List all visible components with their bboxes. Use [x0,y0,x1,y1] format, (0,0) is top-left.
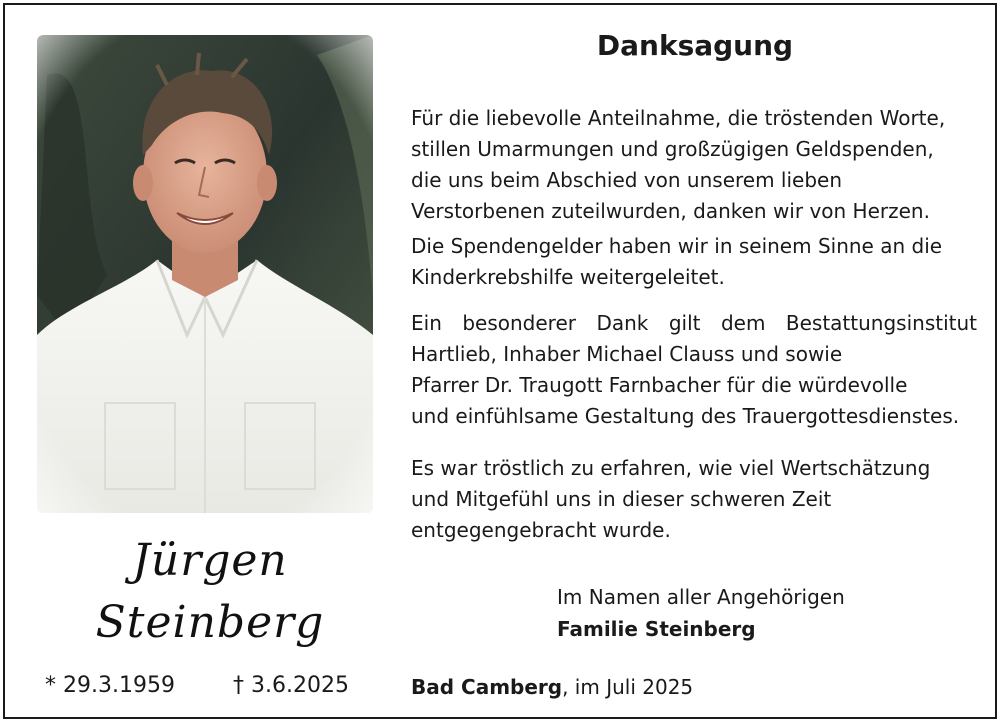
paragraph-thanks [411,103,977,227]
deceased-first-name: Jürgen [132,535,288,586]
text-line: Es war tröstlich zu erfahren, wie viel Wertschätzung [411,456,931,480]
deceased-last-name: Steinberg [95,597,325,648]
portrait-photo [37,35,373,513]
text-line: Kinderkrebshilfe weitergeleitet. [411,265,725,289]
text-line: stillen Umarmungen und großzügigen Geldspenden, [411,137,934,161]
paragraph-comfort [411,453,977,546]
place-city: Bad Camberg [411,675,563,699]
obituary-card [3,3,997,719]
text-line: Pfarrer Dr. Traugott Farnbacher für die würdevolle [411,373,908,397]
portrait-illustration [37,35,373,513]
page-title: Danksagung [596,29,794,62]
text-line: Hartlieb, Inhaber Michael Clauss und sowie [411,342,843,366]
signature-intro: Im Namen aller Angehörigen [557,585,845,609]
birth-date: * 29.3.1959 [45,673,175,698]
text-line: Für die liebevolle Anteilnahme, die tröstenden Worte, [411,106,946,130]
paragraph-special-thanks [411,308,977,432]
text-line: entgegengebracht wurde. [411,518,671,542]
signature-family: Familie Steinberg [557,617,756,641]
text-line: die uns beim Abschied von unserem lieben [411,168,843,192]
text-line: und einfühlsame Gestaltung des Trauergottesdienstes. [411,404,960,428]
place-date [411,675,693,699]
death-date: † 3.6.2025 [233,673,349,698]
place-date-text: , im Juli 2025 [562,675,694,699]
text-line: Ein besonderer Dank gilt dem Bestattungsinstitut [411,311,977,335]
text-line: Verstorbenen zuteilwurden, danken wir von Herzen. [411,199,930,223]
text-line: und Mitgefühl uns in dieser schweren Zeit [411,487,832,511]
paragraph-donations [411,231,977,293]
text-line: Die Spendengelder haben wir in seinem Sinne an die [411,234,943,258]
